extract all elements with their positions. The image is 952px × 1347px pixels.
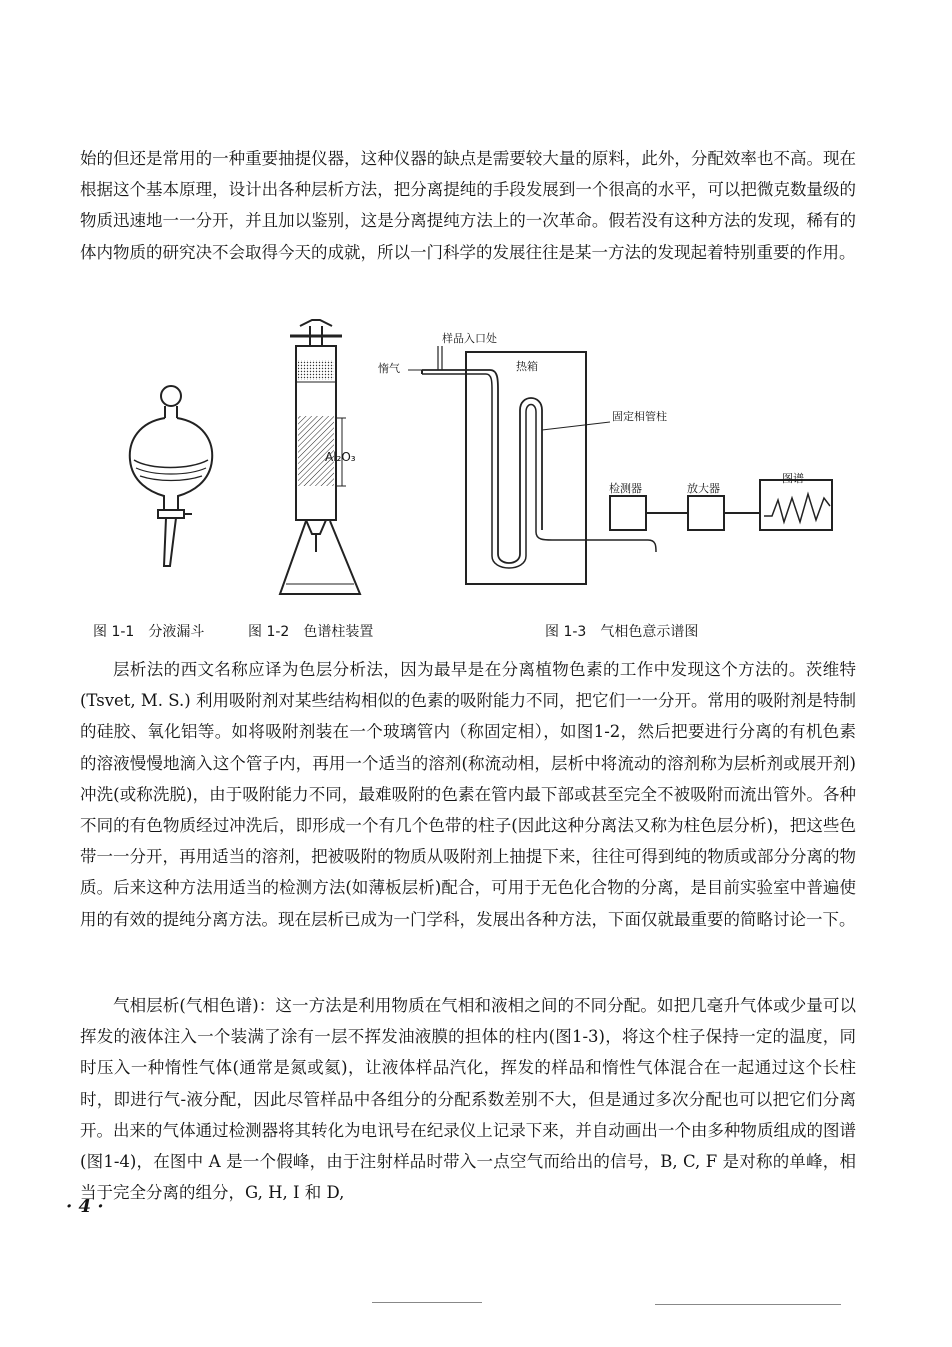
column-label: 固定相管柱 [612, 410, 667, 423]
detector-label: 检测器 [609, 482, 642, 495]
figure-caption-1-1: 图 1-1 分液漏斗 [93, 624, 205, 640]
alumina-label: Al₂O₃ [325, 450, 356, 464]
carrier-gas-label: 惰气 [378, 362, 400, 375]
figure-caption-1-2: 图 1-2 色谱柱装置 [248, 624, 374, 640]
chromatogram-label: 图谱 [782, 472, 804, 485]
figure-caption-1-3: 图 1-3 气相色意示谱图 [545, 624, 699, 640]
scan-artifact-line [655, 1304, 841, 1305]
gas-chromatograph-schematic [380, 330, 850, 600]
paragraph-continuation: 始的但还是常用的一种重要抽提仪器，这种仪器的缺点是需要较大量的原料，此外，分配效率也不高。现在根据这个基本原理，设计出各种层析方法，把分离提纯的手段发展到一个很高的水平，可以把微克数量级的物质迅速地一一分开，并且加以鉴别，这是分离提纯方法上的一次革命。假若没有这种方法的发现，稀有的体内物质的研究决不会取得今天的成就，所以一门科学的发展往往是某一方法的发现起着特别重要的作用。 [80, 149, 856, 262]
paragraph-gas-chromatography: 气相层析(气相色谱)：这一方法是利用物质在气相和液相之间的不同分配。如把几毫升气体或少量可以挥发的液体注入一个装满了涂有一层不挥发油液膜的担体的柱内(图1-3)，将这个柱子保持一定的温度，同时压入一种惰性气体(通常是氮或氦)，让液体样品汽化，挥发的样品和惰性气体混合在一起通过这个长柱时，即进行气-液分配，因此尽管样品中各组分的分配系数差别不大，但是通过多次分配也可以把它们分离开。出来的气体通过检测器将其转化为电讯号在纪录仪上记录下来，并自动画出一个由多种物质组成的图谱(图1-4)，在图中 A 是一个假峰，由于注射样品时带入一点空气而给出的信号，B, C, F 是对称的单峰，相当于完全分离的组分，G, H, I 和 D, [80, 996, 856, 1203]
scan-artifact-line [372, 1302, 482, 1303]
paragraph-chromatography-history: 层析法的西文名称应译为色层分析法，因为最早是在分离植物色素的工作中发现这个方法的。茨维特(Tsvet, M. S.) 利用吸附剂对某些结构相似的色素的吸附能力不同，把它们一一分开。常用的吸附剂是特制的硅胶、氧化铝等。如将吸附剂装在一个玻璃管内（称固定相），如图1-2，然后把要进行分离的有机色素的溶液慢慢地滴入这个管子内，再用一个适当的溶剂(称流动相，层析中将流动的溶剂称为层析剂或展开剂)冲洗(或称洗脱)，由于吸附能力不同，最难吸附的色素在管内最下部或甚至完全不被吸附而流出管外。各种不同的有色物质经过冲洗后，即形成一个有几个色带的柱子(因此这种分离法又称为柱色层分析)，把这些色带一一分开，再用适当的溶剂，把被吸附的物质从吸附剂上抽提下来，往往可得到纯的物质或部分分离的物质。后来这种方法用适当的检测方法(如薄板层析)配合，可用于无色化合物的分离，是目前实验室中普遍使用的有效的提纯分离方法。现在层析已成为一门学科，发展出各种方法，下面仅就最重要的简略讨论一下。 [80, 660, 856, 929]
separatory-funnel-illustration [120, 370, 220, 590]
oven-label: 热箱 [516, 360, 538, 373]
amplifier-label: 放大器 [687, 482, 720, 495]
page-number: · 4 · [66, 1196, 104, 1217]
sample-inlet-label: 样品入口处 [442, 332, 497, 345]
